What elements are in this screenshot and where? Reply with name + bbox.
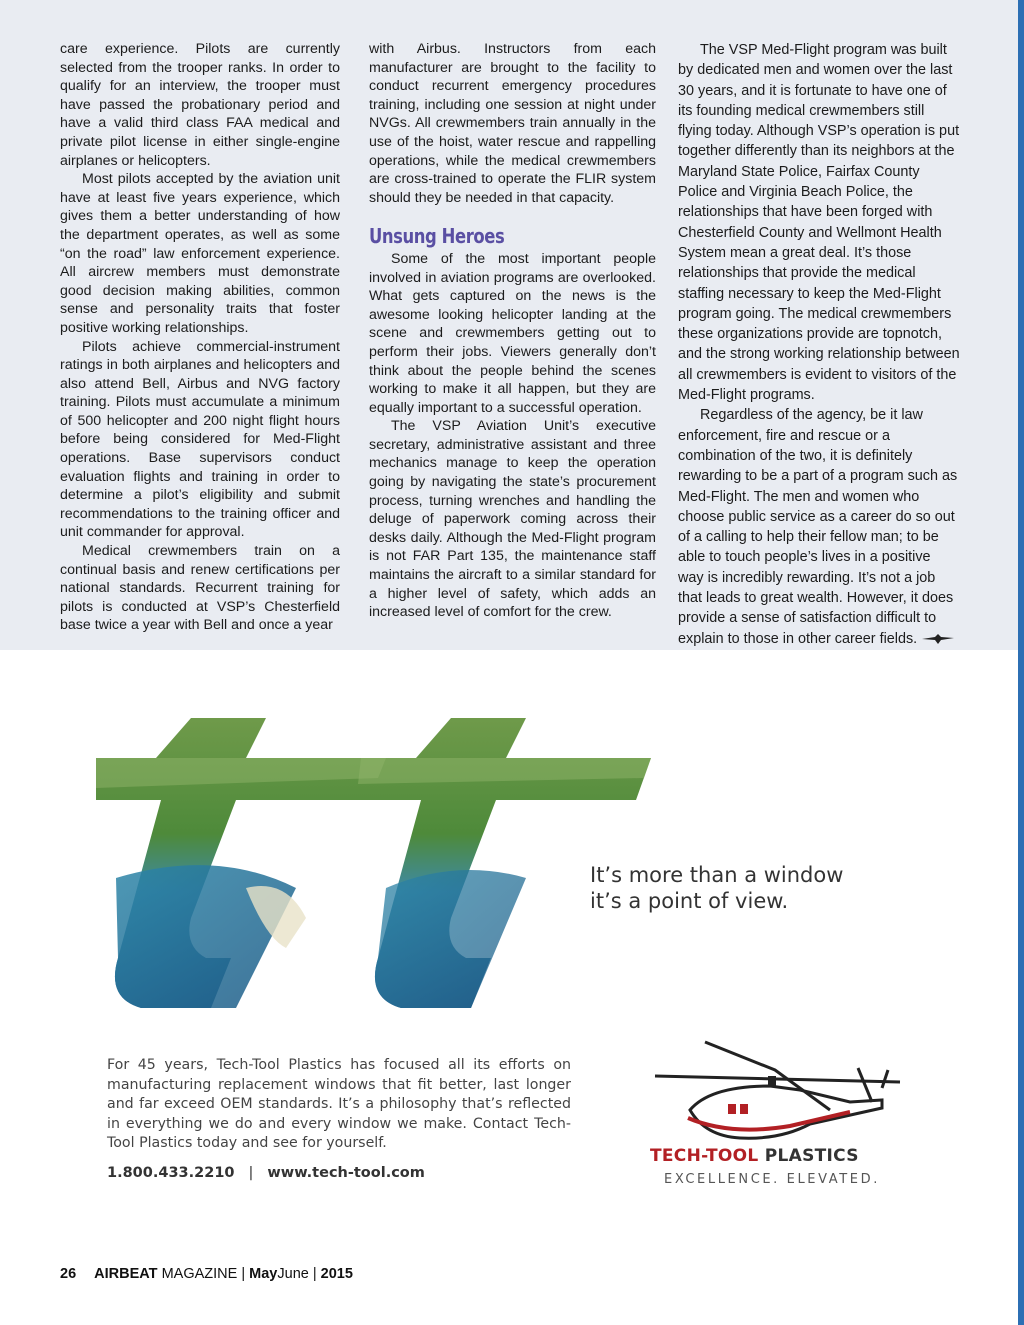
end-mark-icon [921,634,955,644]
paragraph: care experience. Pilots are currently selected from the trooper ranks. In order to qualify for an interview, the trooper must have passed the probationary period and have a valid third class FAA medical and private pilot license in either single-engine airplanes or helicopters. [60,41,340,169]
issue-month-bold: May [249,1266,278,1282]
tagline-line-2: it’s a point of view. [590,889,789,913]
brand-name [650,1146,920,1166]
brand-name-red: TECH-TOOL [650,1146,759,1166]
ad-body-text: For 45 years, Tech-Tool Plastics has focused all its efforts on manufacturing replacement windows that fit better, last longer and far exceed OEM standards. It’s a philosophy that’s reflected in everything we do and every window we make. Contact Tech-Tool Plastics today and see for yourself. [107,1057,571,1152]
contact-separator: | [248,1165,254,1181]
article-column-2 [369,40,656,622]
page-number: 26 [60,1266,77,1282]
paragraph [678,405,960,649]
phone-number[interactable]: 1.800.433.2210 [107,1165,235,1181]
page-footer [60,1266,353,1282]
article-column-3 [678,40,960,649]
tt-landscape-graphic [96,718,656,1018]
tagline-line-1: It’s more than a window [590,863,844,887]
issue-month: June [277,1266,309,1282]
helicopter-logo-icon [650,1040,920,1190]
paragraph: Some of the most important people involved in aviation programs are overlooked. What gets captured on the news is the awesome looking helicopter landing at the scene and crewmembers getting out to perform their jobs. Viewers generally don’t think about the people behind the scenes working to make it all happen, but they are equally important to a successful operation. [369,250,656,416]
magazine-name-bold: AIRBEAT [94,1266,158,1282]
article-section [0,0,1024,650]
paragraph: with Airbus. Instructors from each manufacturer are brought to the facility to conduct recurrent emergency procedures training, including one session at night under NVGs. All crewmembers train annually in the use of the hoist, water rescue and rappelling operations, while the medical crewmembers are cross-trained to operate the FLIR system should they be needed in that capacity. [369,41,656,206]
section-heading: Unsung Heroes [369,224,505,249]
brand-tagline: EXCELLENCE. ELEVATED. [664,1172,880,1187]
paragraph: Most pilots accepted by the aviation unit have at least five years experience, which gives them a better understanding of how the department operates, as well as some “on the road” law enforcement experience. All aircrew members must demonstrate good decision making abilities, common sense and personality traits that foster positive working relationships. [60,171,340,336]
article-column-1 [60,40,340,635]
ad-tagline [590,862,950,914]
brand-name-gray: PLASTICS [764,1146,859,1166]
paragraph: The VSP Aviation Unit’s executive secretary, administrative assistant and three mechanics manage to keep the operation going by navigating the state’s procurement process, turning wrenches and handling the deluge of paperwork coming across their desks daily. Although the Med-Flight program is not FAR Part 135, the maintenance staff maintains the aircraft to a similar standard for a higher level of safety, which adds an increased level of comfort for the crew. [369,418,656,621]
footer-separator: | [241,1266,246,1282]
paragraph: The VSP Med-Flight program was built by dedicated men and women over the last 30 years, and it is fortunate to have one of its founding medical crewmembers still flying today. Although VSP’s operation is put together differently than its neighbors at the Maryland State Police, Fairfax County Police and Virginia Beach Police, the relationships that have been forged with Chesterfield County and Wellmont Health System mean a great deal. It’s those relationships that provide the medical staffing necessary to keep the Med-Flight program going. The medical crewmembers these organizations provide are topnotch, and the strong working relationship between all crewmembers is evident to visitors of the Med-Flight programs. [678,42,960,404]
footer-separator: | [312,1266,317,1282]
magazine-name: MAGAZINE [161,1266,238,1282]
issue-year: 2015 [320,1266,353,1282]
paragraph: Pilots achieve commercial-instrument ratings in both airplanes and helicopters and also attend Bell, Airbus and NVG factory training. Pilots must accumulate a minimum of 500 helicopter and 200 night flight hours before being considered for Med-Flight operations. Base supervisors conduct evaluation flights and training in order to determine a pilot’s eligibility and submit recommendations to the training officer and unit commander for approval. [60,338,340,541]
ad-contact [107,1165,425,1181]
website-link[interactable]: www.tech-tool.com [267,1165,425,1181]
paragraph: Medical crewmembers train on a continual basis and renew certifications per national standards. Recurrent training for pilots is conducted at VSP’s Chesterfield base twice a year with Bell and once a year [60,543,340,634]
paragraph-text: Regardless of the agency, be it law enforcement, fire and rescue or a combination of the two, it is definitely rewarding to be a part of a program such as Med-Flight. The men and women who choose public service as a career do so out of a calling to help their fellow man; to be able to touch people’s lives in a positive way is incredibly rewarding. It’s not a job that leads to great wealth. However, it does provide a sense of satisfaction difficult to explain to those in other career fields. [678,407,958,647]
